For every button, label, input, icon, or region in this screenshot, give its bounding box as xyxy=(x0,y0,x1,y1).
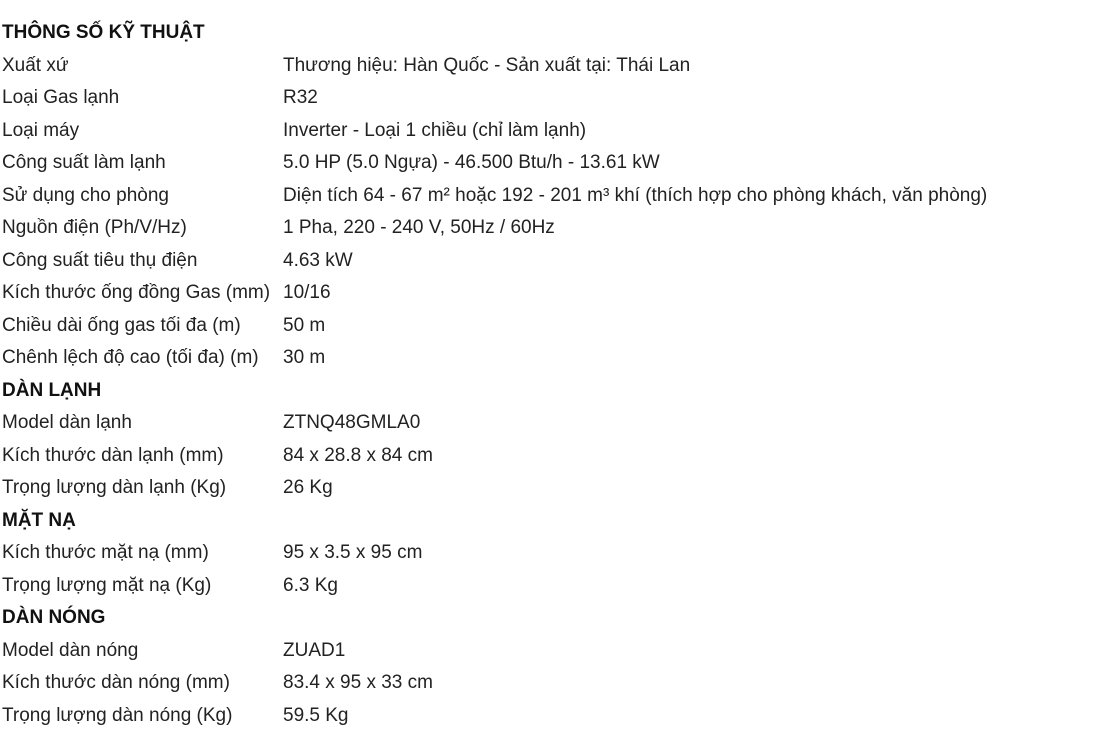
spec-value: 1 Pha, 220 - 240 V, 50Hz / 60Hz xyxy=(283,217,555,238)
spec-value: 10/16 xyxy=(283,282,331,303)
spec-label: Chiều dài ống gas tối đa (m) xyxy=(2,314,241,336)
spec-label: Model dàn lạnh xyxy=(2,412,132,433)
spec-value: 4.63 kW xyxy=(283,249,353,271)
spec-value: 95 x 3.5 x 95 cm xyxy=(283,542,423,563)
spec-value: 30 m xyxy=(283,347,326,368)
spec-label: Kích thước ống đồng Gas (mm) xyxy=(2,282,271,303)
spec-value: ZUAD1 xyxy=(283,639,346,661)
spec-label: Sử dụng cho phòng xyxy=(2,184,169,206)
spec-row xyxy=(2,277,1102,310)
spec-label: Nguồn điện (Ph/V/Hz) xyxy=(2,217,187,238)
section-title: DÀN NÓNG xyxy=(2,607,106,628)
spec-value: 26 Kg xyxy=(283,477,333,498)
spec-value: Diện tích 64 - 67 m² hoặc 192 - 201 m³ khí (thích hợp cho phòng khách, văn phòng) xyxy=(283,184,988,206)
spec-label: Công suất làm lạnh xyxy=(2,152,166,173)
spec-label: Kích thước mặt nạ (mm) xyxy=(2,542,209,563)
spec-row xyxy=(2,700,1102,732)
spec-table xyxy=(2,17,1102,732)
spec-label: Kích thước dàn nóng (mm) xyxy=(2,672,230,693)
spec-label: Trọng lượng dàn nóng (Kg) xyxy=(2,704,233,726)
spec-label: Xuất xứ xyxy=(2,54,69,76)
section-title: MẶT NẠ xyxy=(2,509,76,531)
spec-row xyxy=(2,472,1102,505)
spec-row xyxy=(2,537,1102,570)
spec-value: 5.0 HP (5.0 Ngựa) - 46.500 Btu/h - 13.61 kW xyxy=(283,152,660,173)
section-header-indoor-unit xyxy=(2,375,1102,408)
spec-row xyxy=(2,570,1102,603)
spec-row xyxy=(2,147,1102,180)
spec-value: 84 x 28.8 x 84 cm xyxy=(283,444,433,466)
section-header-face-panel xyxy=(2,505,1102,538)
section-header-specs xyxy=(2,17,1102,50)
section-title: THÔNG SỐ KỸ THUẬT xyxy=(2,22,205,43)
spec-row xyxy=(2,115,1102,148)
spec-row xyxy=(2,342,1102,375)
spec-row xyxy=(2,440,1102,473)
spec-value: ZTNQ48GMLA0 xyxy=(283,412,421,433)
section-header-outdoor-unit xyxy=(2,602,1102,635)
spec-row xyxy=(2,407,1102,440)
spec-label: Trọng lượng mặt nạ (Kg) xyxy=(2,574,212,596)
spec-label: Kích thước dàn lạnh (mm) xyxy=(2,444,224,466)
spec-row xyxy=(2,50,1102,83)
spec-label: Chênh lệch độ cao (tối đa) (m) xyxy=(2,347,259,368)
spec-value: Thương hiệu: Hàn Quốc - Sản xuất tại: Thái Lan xyxy=(283,54,691,76)
spec-label: Trọng lượng dàn lạnh (Kg) xyxy=(2,477,227,498)
spec-row xyxy=(2,212,1102,245)
spec-value: 83.4 x 95 x 33 cm xyxy=(283,672,433,693)
spec-label: Model dàn nóng xyxy=(2,639,139,661)
section-title: DÀN LẠNH xyxy=(2,379,102,401)
spec-label: Công suất tiêu thụ điện xyxy=(2,249,198,271)
spec-value: 50 m xyxy=(283,314,326,336)
spec-row xyxy=(2,310,1102,343)
spec-row xyxy=(2,667,1102,700)
spec-row xyxy=(2,245,1102,278)
spec-label: Loại Gas lạnh xyxy=(2,87,120,108)
spec-row xyxy=(2,82,1102,115)
spec-value: R32 xyxy=(283,87,318,108)
spec-value: 59.5 Kg xyxy=(283,704,349,726)
spec-row xyxy=(2,635,1102,668)
spec-label: Loại máy xyxy=(2,119,80,141)
spec-value: Inverter - Loại 1 chiều (chỉ làm lạnh) xyxy=(283,119,587,141)
spec-value: 6.3 Kg xyxy=(283,574,338,596)
spec-row xyxy=(2,180,1102,213)
